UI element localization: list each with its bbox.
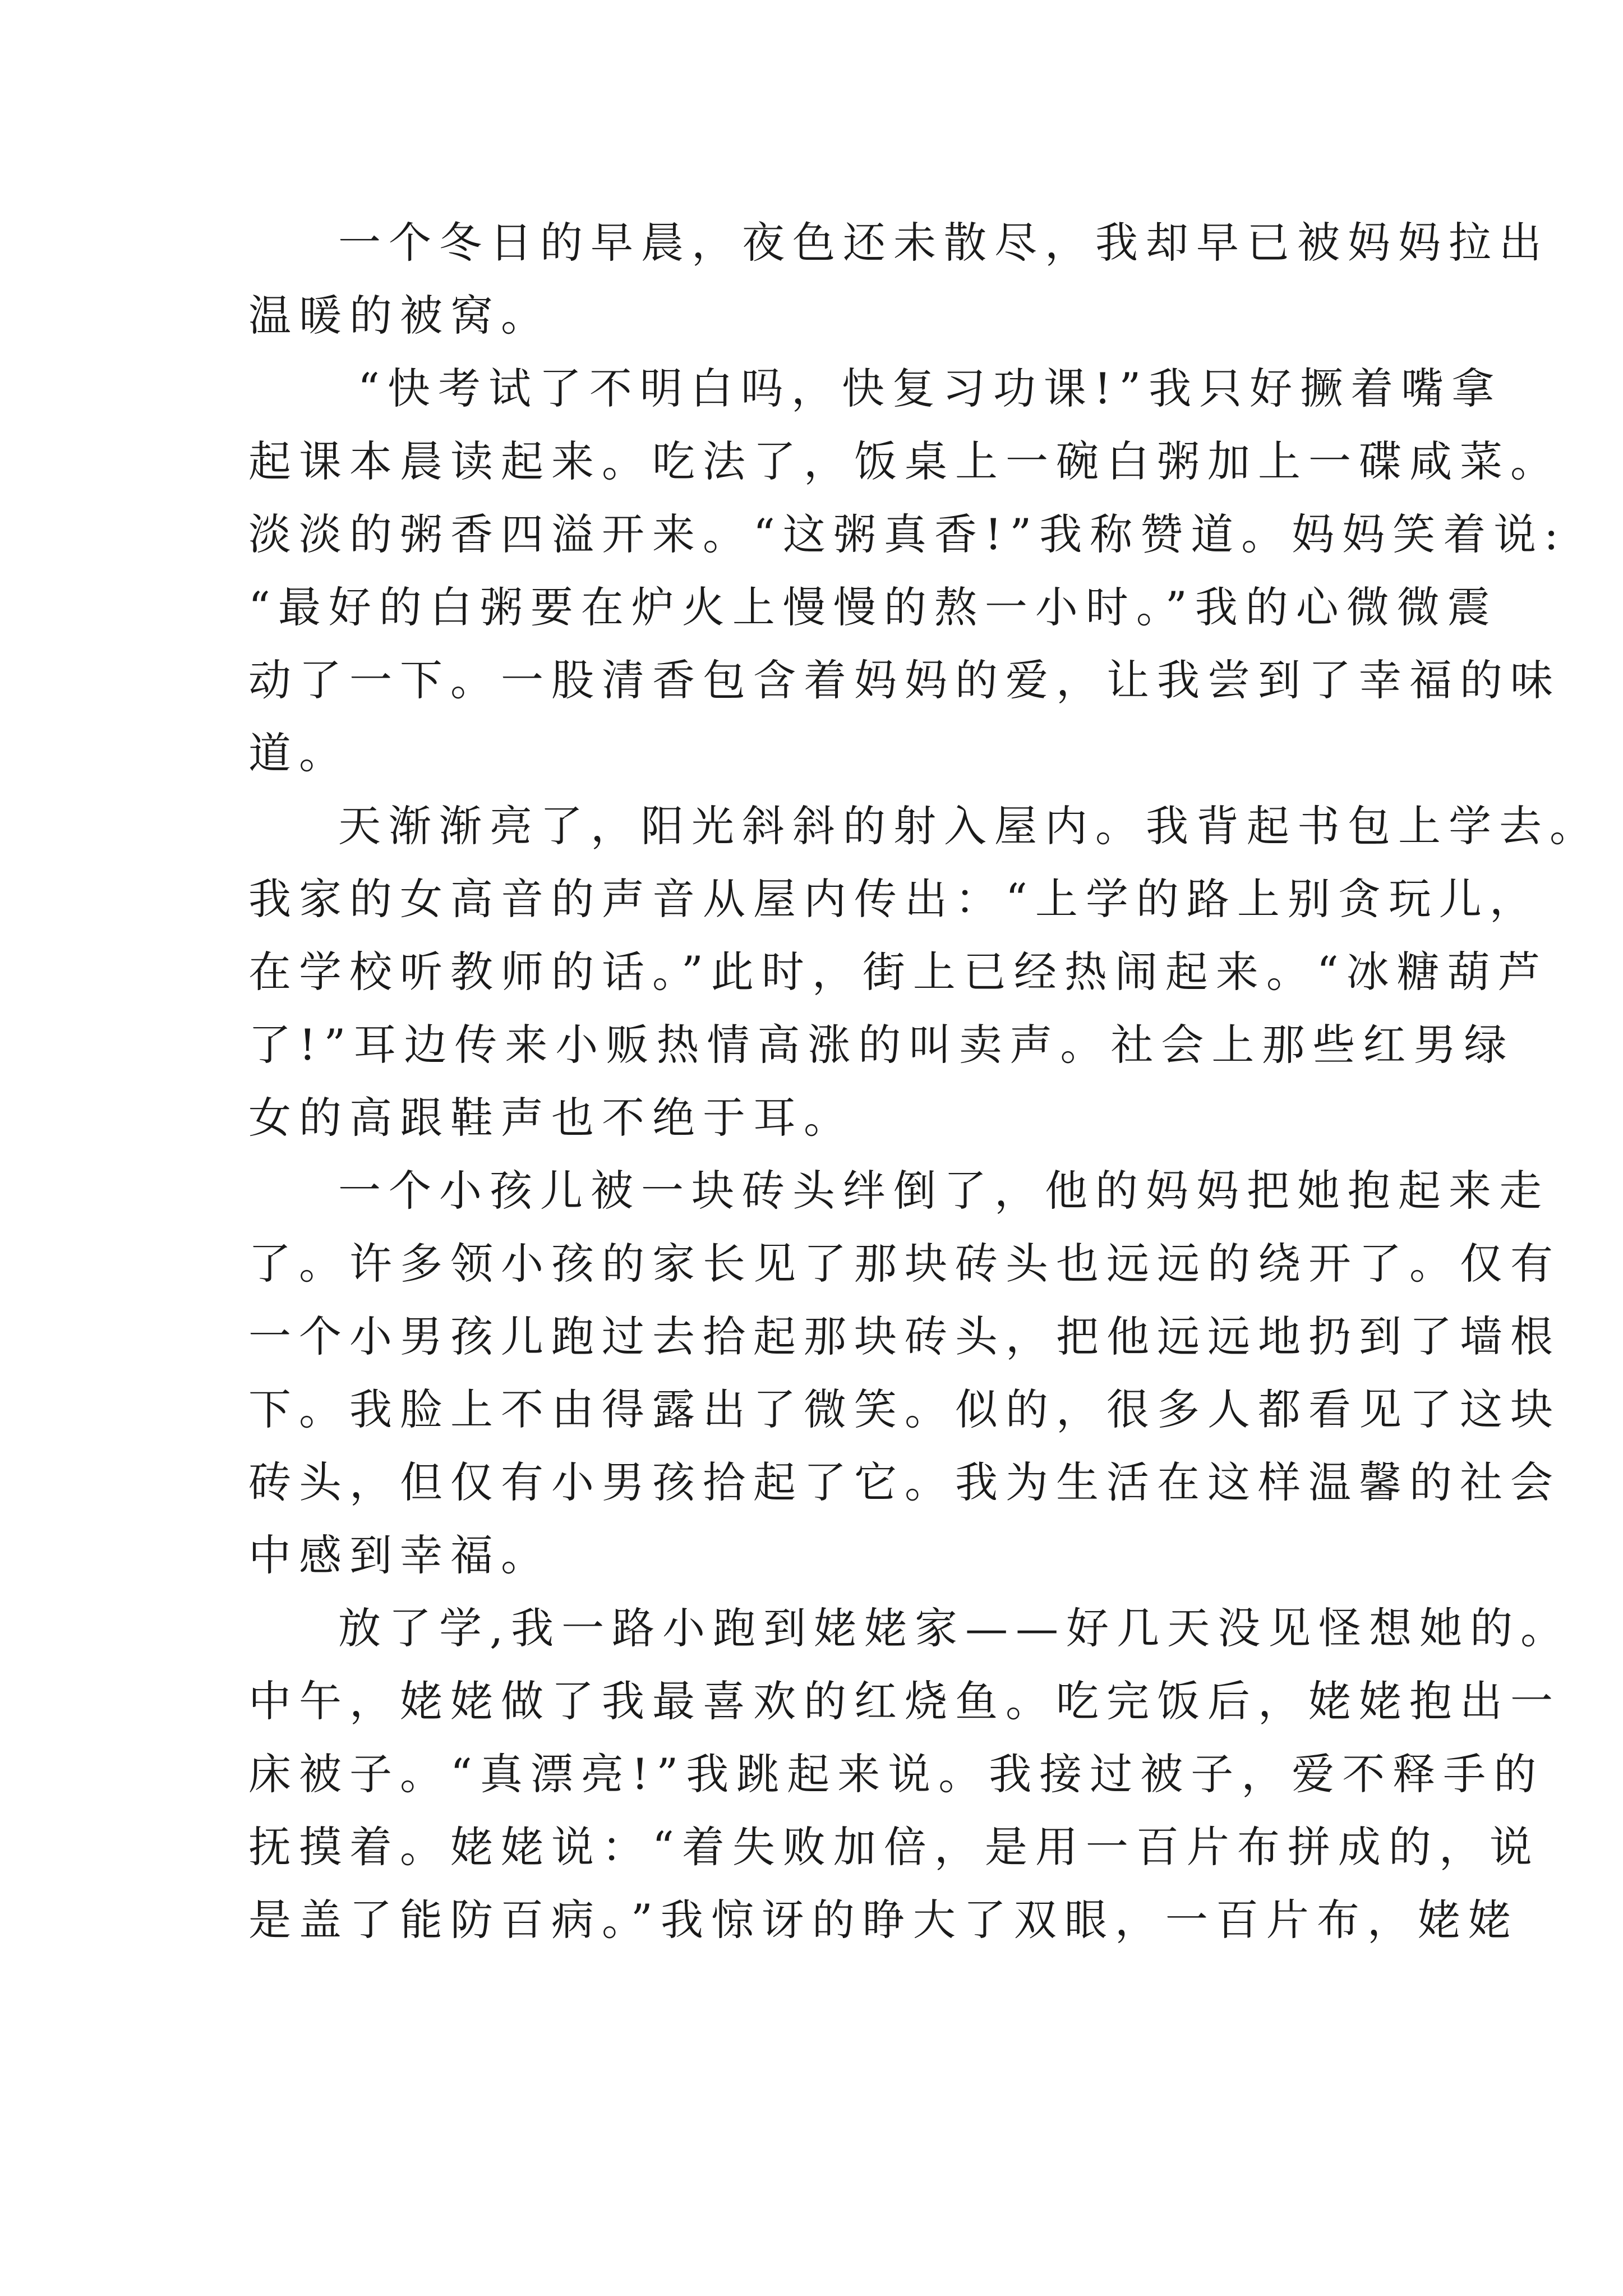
text-line: 中感到幸福。 [248,1530,551,1580]
text-line: 起课本晨读起来。吃法了，饭桌上一碗白粥加上一碟咸菜。 [248,436,1561,486]
text-line: 了。许多领小孩的家长见了那块砖头也远远的绕开了。仅有 [248,1239,1561,1289]
text-line: 中午，姥姥做了我最喜欢的红烧鱼。吃完饭后，姥姥抱出一 [248,1676,1561,1726]
text-line: 动了一下。一股清香包含着妈妈的爱，让我尝到了幸福的味 [248,655,1561,705]
text-line: 天渐渐亮了，阳光斜斜的射入屋内。我背起书包上学去。 [338,801,1600,851]
text-line: 放了学,我一路小跑到姥姥家——好几天没见怪想她的。 [338,1603,1571,1653]
text-line: 砖头，但仅有小男孩拾起了它。我为生活在这样温馨的社会 [248,1457,1561,1507]
text-line: 在学校听教师的话。”此时，街上已经热闹起来。“冰糖葫芦 [248,947,1548,997]
text-line: 是盖了能防百病。”我惊讶的睁大了双眼，一百片布，姥姥 [248,1895,1519,1945]
text-line: 女的高跟鞋声也不绝于耳。 [248,1093,854,1143]
text-line: “快考试了不明白吗，快复习功课!”我只好撅着嘴拿 [358,364,1502,413]
text-line: 床被子。“真漂亮!”我跳起来说。我接过被子，爱不释手的 [248,1749,1544,1799]
text-line: 下。我脸上不由得露出了微笑。似的，很多人都看见了这块 [248,1384,1561,1434]
text-line: “最好的白粥要在炉火上慢慢的熬一小时。”我的心微微震 [248,582,1498,632]
text-line: 了!”耳边传来小贩热情高涨的叫卖声。社会上那些红男绿 [248,1020,1515,1070]
text-line: 道。 [248,728,349,778]
text-line: 淡淡的粥香四溢开来。“这粥真香!”我称赞道。妈妈笑着说: [248,509,1566,559]
text-line: 我家的女高音的声音从屋内传出：“上学的路上别贪玩儿， [248,874,1540,924]
text-line: 一个小男孩儿跑过去拾起那块砖头，把他远远地扔到了墙根 [248,1312,1561,1361]
text-line: 温暖的被窝。 [248,291,551,341]
text-line: 抚摸着。姥姥说：“着失败加倍，是用一百片布拼成的，说 [248,1822,1540,1872]
essay-body [248,206,1600,1957]
text-line: 一个小孩儿被一块砖头绊倒了，他的妈妈把她抱起来走 [338,1166,1550,1216]
text-line: 一个冬日的早晨，夜色还未散尽，我却早已被妈妈拉出 [338,218,1550,268]
